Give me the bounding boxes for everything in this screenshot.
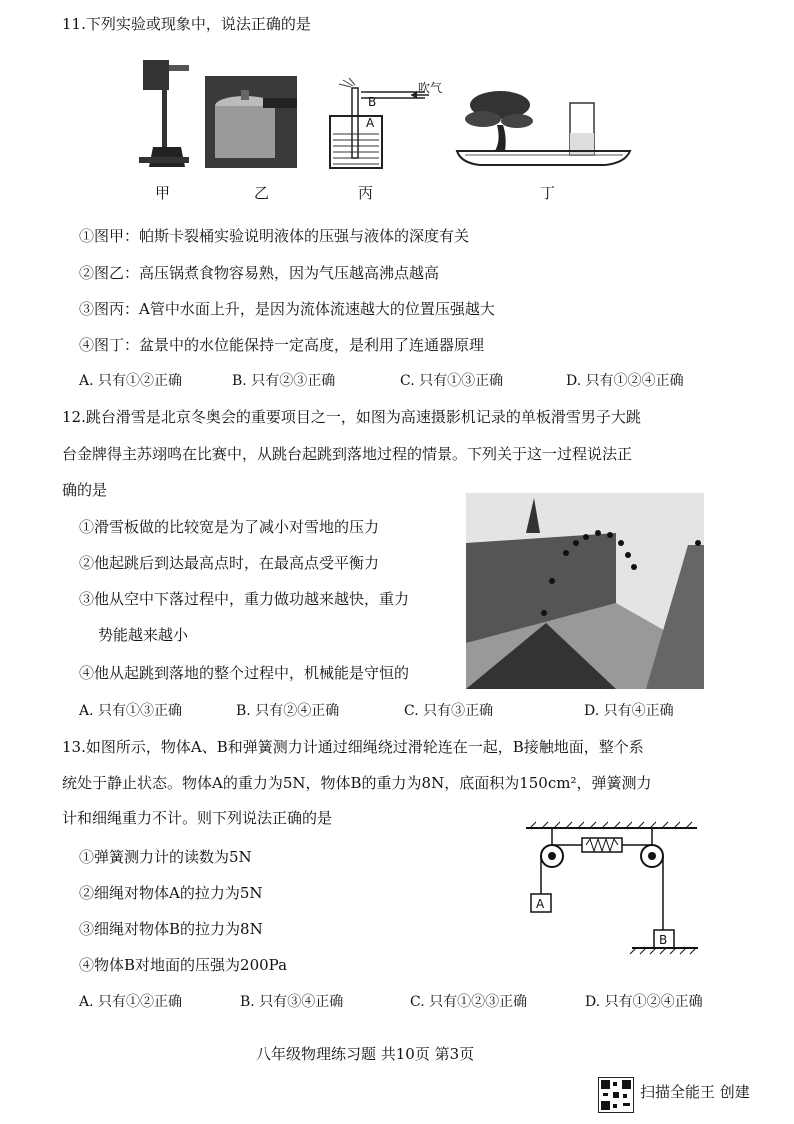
q11-option-d: D. 只有①②④正确 bbox=[566, 373, 684, 389]
q11-blow-label: 吹气 bbox=[418, 81, 443, 95]
q12-option-c: C. 只有③正确 bbox=[404, 703, 494, 719]
q11-label-bing: 丙 bbox=[358, 184, 374, 202]
q13-stem-line-1: 13.如图所示，物体A、B和弹簧测力计通过细绳绕过滑轮连在一起，B接触地面，整个系 bbox=[62, 738, 644, 756]
q11-statement-1: ①图甲：帕斯卡裂桶实验说明液体的压强与液体的深度有关 bbox=[79, 227, 470, 245]
q11-option-a: A. 只有①②正确 bbox=[79, 373, 183, 389]
q12-statement-2: ②他起跳后到达最高点时，在最高点受平衡力 bbox=[79, 554, 380, 572]
q11-tube-a-label: A bbox=[366, 116, 375, 130]
q12-stem-line-1: 12.跳台滑雪是北京冬奥会的重要项目之一，如图为高速摄影机记录的单板滑雪男子大跳 bbox=[62, 408, 641, 426]
q13-option-c: C. 只有①②③正确 bbox=[410, 994, 528, 1010]
q11-stem: 11.下列实验或现象中，说法正确的是 bbox=[62, 15, 311, 33]
q11-statement-2: ②图乙：高压锅煮食物容易熟，因为气压越高沸点越高 bbox=[79, 264, 440, 282]
page-footer: 八年级物理练习题 共10页 第3页 bbox=[256, 1045, 475, 1063]
q11-figure-jia bbox=[135, 55, 195, 170]
q13-statement-3: ③细绳对物体B的拉力为8N bbox=[79, 920, 263, 938]
q12-statement-4: ④他从起跳到落地的整个过程中，机械能是守恒的 bbox=[79, 664, 410, 682]
q13-statement-4: ④物体B对地面的压强为200Pa bbox=[79, 956, 288, 974]
q12-statement-3-cont: 势能越来越小 bbox=[98, 626, 189, 644]
q11-label-yi: 乙 bbox=[254, 184, 270, 202]
q12-statement-3: ③他从空中下落过程中，重力做功越来越快，重力 bbox=[79, 590, 410, 608]
q11-figure-yi bbox=[205, 76, 297, 168]
q11-figure-ding bbox=[455, 85, 635, 170]
q11-label-jia: 甲 bbox=[155, 184, 171, 202]
q11-option-c: C. 只有①③正确 bbox=[400, 373, 504, 389]
q12-option-b: B. 只有②④正确 bbox=[236, 703, 340, 719]
q13-statement-1: ①弹簧测力计的读数为5N bbox=[79, 848, 252, 866]
q12-statement-1: ①滑雪板做的比较宽是为了减小对雪地的压力 bbox=[79, 518, 380, 536]
q12-option-d: D. 只有④正确 bbox=[584, 703, 674, 719]
q11-label-ding: 丁 bbox=[540, 184, 556, 202]
q11-statement-4: ④图丁：盆景中的水位能保持一定高度，是利用了连通器原理 bbox=[79, 336, 485, 354]
q12-ski-jump-photo bbox=[466, 493, 704, 689]
q13-block-a-label: A bbox=[536, 897, 545, 911]
q13-stem-line-3: 计和细绳重力不计。则下列说法正确的是 bbox=[62, 809, 333, 827]
q11-tube-b-label: B bbox=[368, 95, 377, 109]
q13-statement-2: ②细绳对物体A的拉力为5N bbox=[79, 884, 263, 902]
q13-stem-line-2: 统处于静止状态。物体A的重力为5N，物体B的重力为8N，底面积为150cm²，弹簧测力 bbox=[62, 774, 652, 792]
q11-statement-3: ③图丙：A管中水面上升，是因为流体流速越大的位置压强越大 bbox=[79, 300, 495, 318]
q13-option-d: D. 只有①②④正确 bbox=[585, 994, 703, 1010]
scanner-watermark: 扫描全能王 创建 bbox=[640, 1083, 750, 1101]
q13-option-b: B. 只有③④正确 bbox=[240, 994, 344, 1010]
q12-stem-line-2: 台金牌得主苏翊鸣在比赛中，从跳台起跳到落地过程的情景。下列关于这一过程说法正 bbox=[62, 445, 633, 463]
q11-option-b: B. 只有②③正确 bbox=[232, 373, 336, 389]
q13-option-a: A. 只有①②正确 bbox=[79, 994, 183, 1010]
qr-code-icon bbox=[598, 1077, 634, 1113]
q12-option-a: A. 只有①③正确 bbox=[79, 703, 183, 719]
q12-stem-line-3: 确的是 bbox=[62, 481, 108, 499]
q13-block-b-label: B bbox=[659, 933, 668, 947]
q13-pulley-diagram bbox=[522, 822, 702, 962]
